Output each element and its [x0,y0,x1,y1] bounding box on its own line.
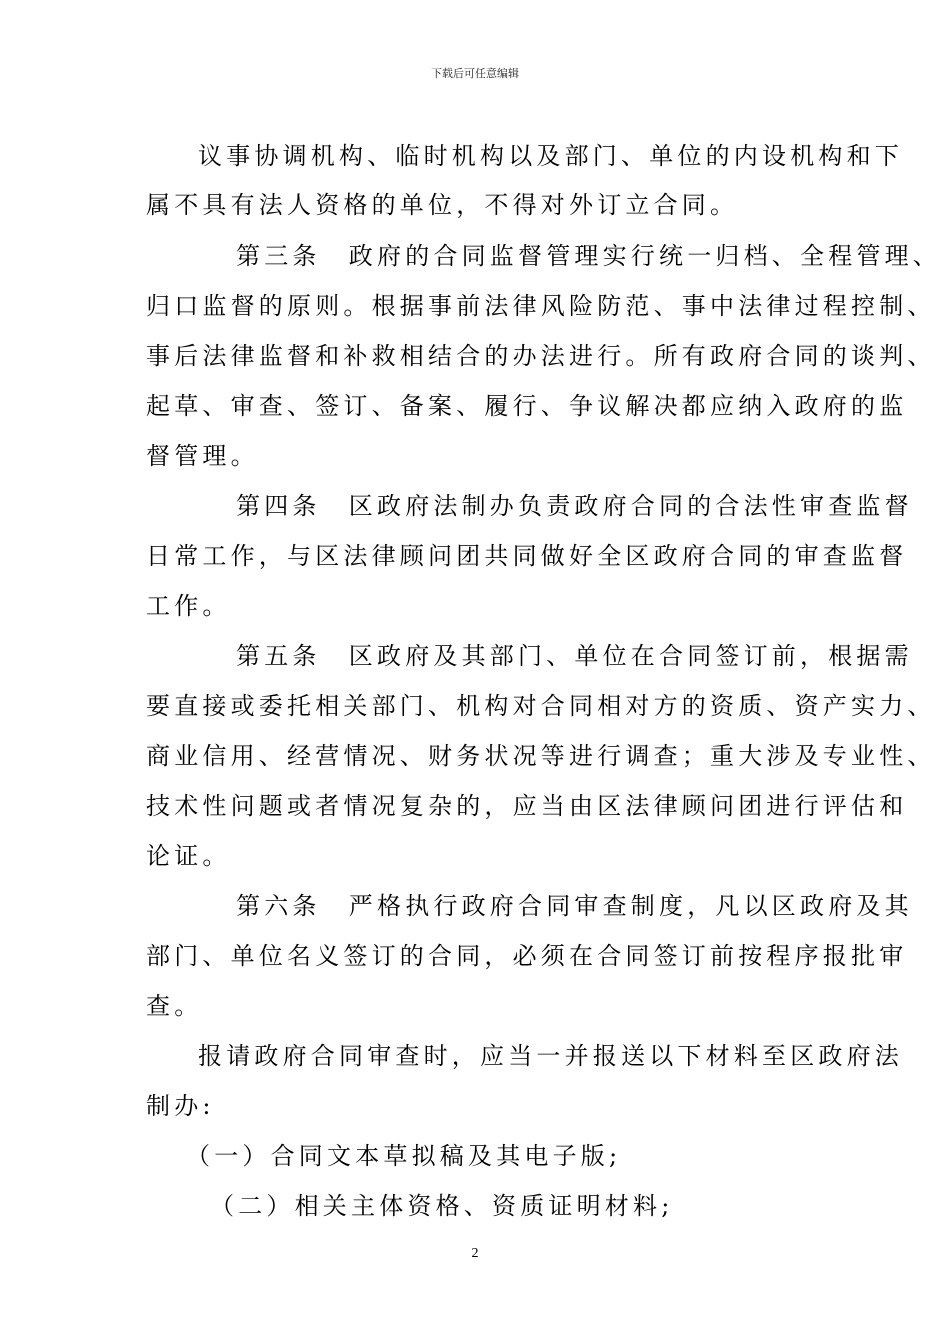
list-item-2: （二）相关主体资格、资质证明材料; [210,1192,674,1220]
page-number: 2 [471,1246,479,1261]
body-line: 报请政府合同审查时，应当一并报送以下材料至区政府法 [198,1042,903,1070]
body-line: 部门、单位名义签订的合同，必须在合同签订前按程序报批审 [146,942,908,970]
body-line: 论证。 [146,842,231,870]
body-line: 制办: [146,1092,215,1120]
body-line: 商业信用、经营情况、财务状况等进行调查；重大涉及专业性、 [146,742,936,770]
body-line: 督管理。 [146,442,259,470]
body-line: 要直接或委托相关部门、机构对合同相对方的资质、资产实力、 [146,692,936,720]
body-line: 技术性问题或者情况复杂的，应当由区法律顾问团进行评估和 [146,792,908,820]
body-line: 归口监督的原则。根据事前法律风险防范、事中法律过程控制、 [146,292,936,320]
list-item-1: （一）合同文本草拟稿及其电子版; [186,1142,622,1170]
page-header: 下载后可任意编辑 [431,67,519,80]
body-line: 日常工作，与区法律顾问团共同做好全区政府合同的审查监督 [146,542,908,570]
body-line: 事后法律监督和补救相结合的办法进行。所有政府合同的谈判、 [146,342,936,370]
article-4-line: 第四条 区政府法制办负责政府合同的合法性审查监督 [236,492,913,520]
body-line: 属不具有法人资格的单位，不得对外订立合同。 [146,191,739,219]
article-6-line: 第六条 严格执行政府合同审查制度，凡以区政府及其 [236,892,913,920]
article-5-line: 第五条 区政府及其部门、单位在合同签订前，根据需 [236,642,913,670]
body-line: 起草、审查、签订、备案、履行、争议解决都应纳入政府的监 [146,392,908,420]
body-line: 查。 [146,992,203,1020]
body-line: 议事协调机构、临时机构以及部门、单位的内设机构和下 [198,142,903,170]
article-3-line: 第三条 政府的合同监督管理实行统一归档、全程管理、 [236,242,941,270]
body-line: 工作。 [146,592,231,620]
